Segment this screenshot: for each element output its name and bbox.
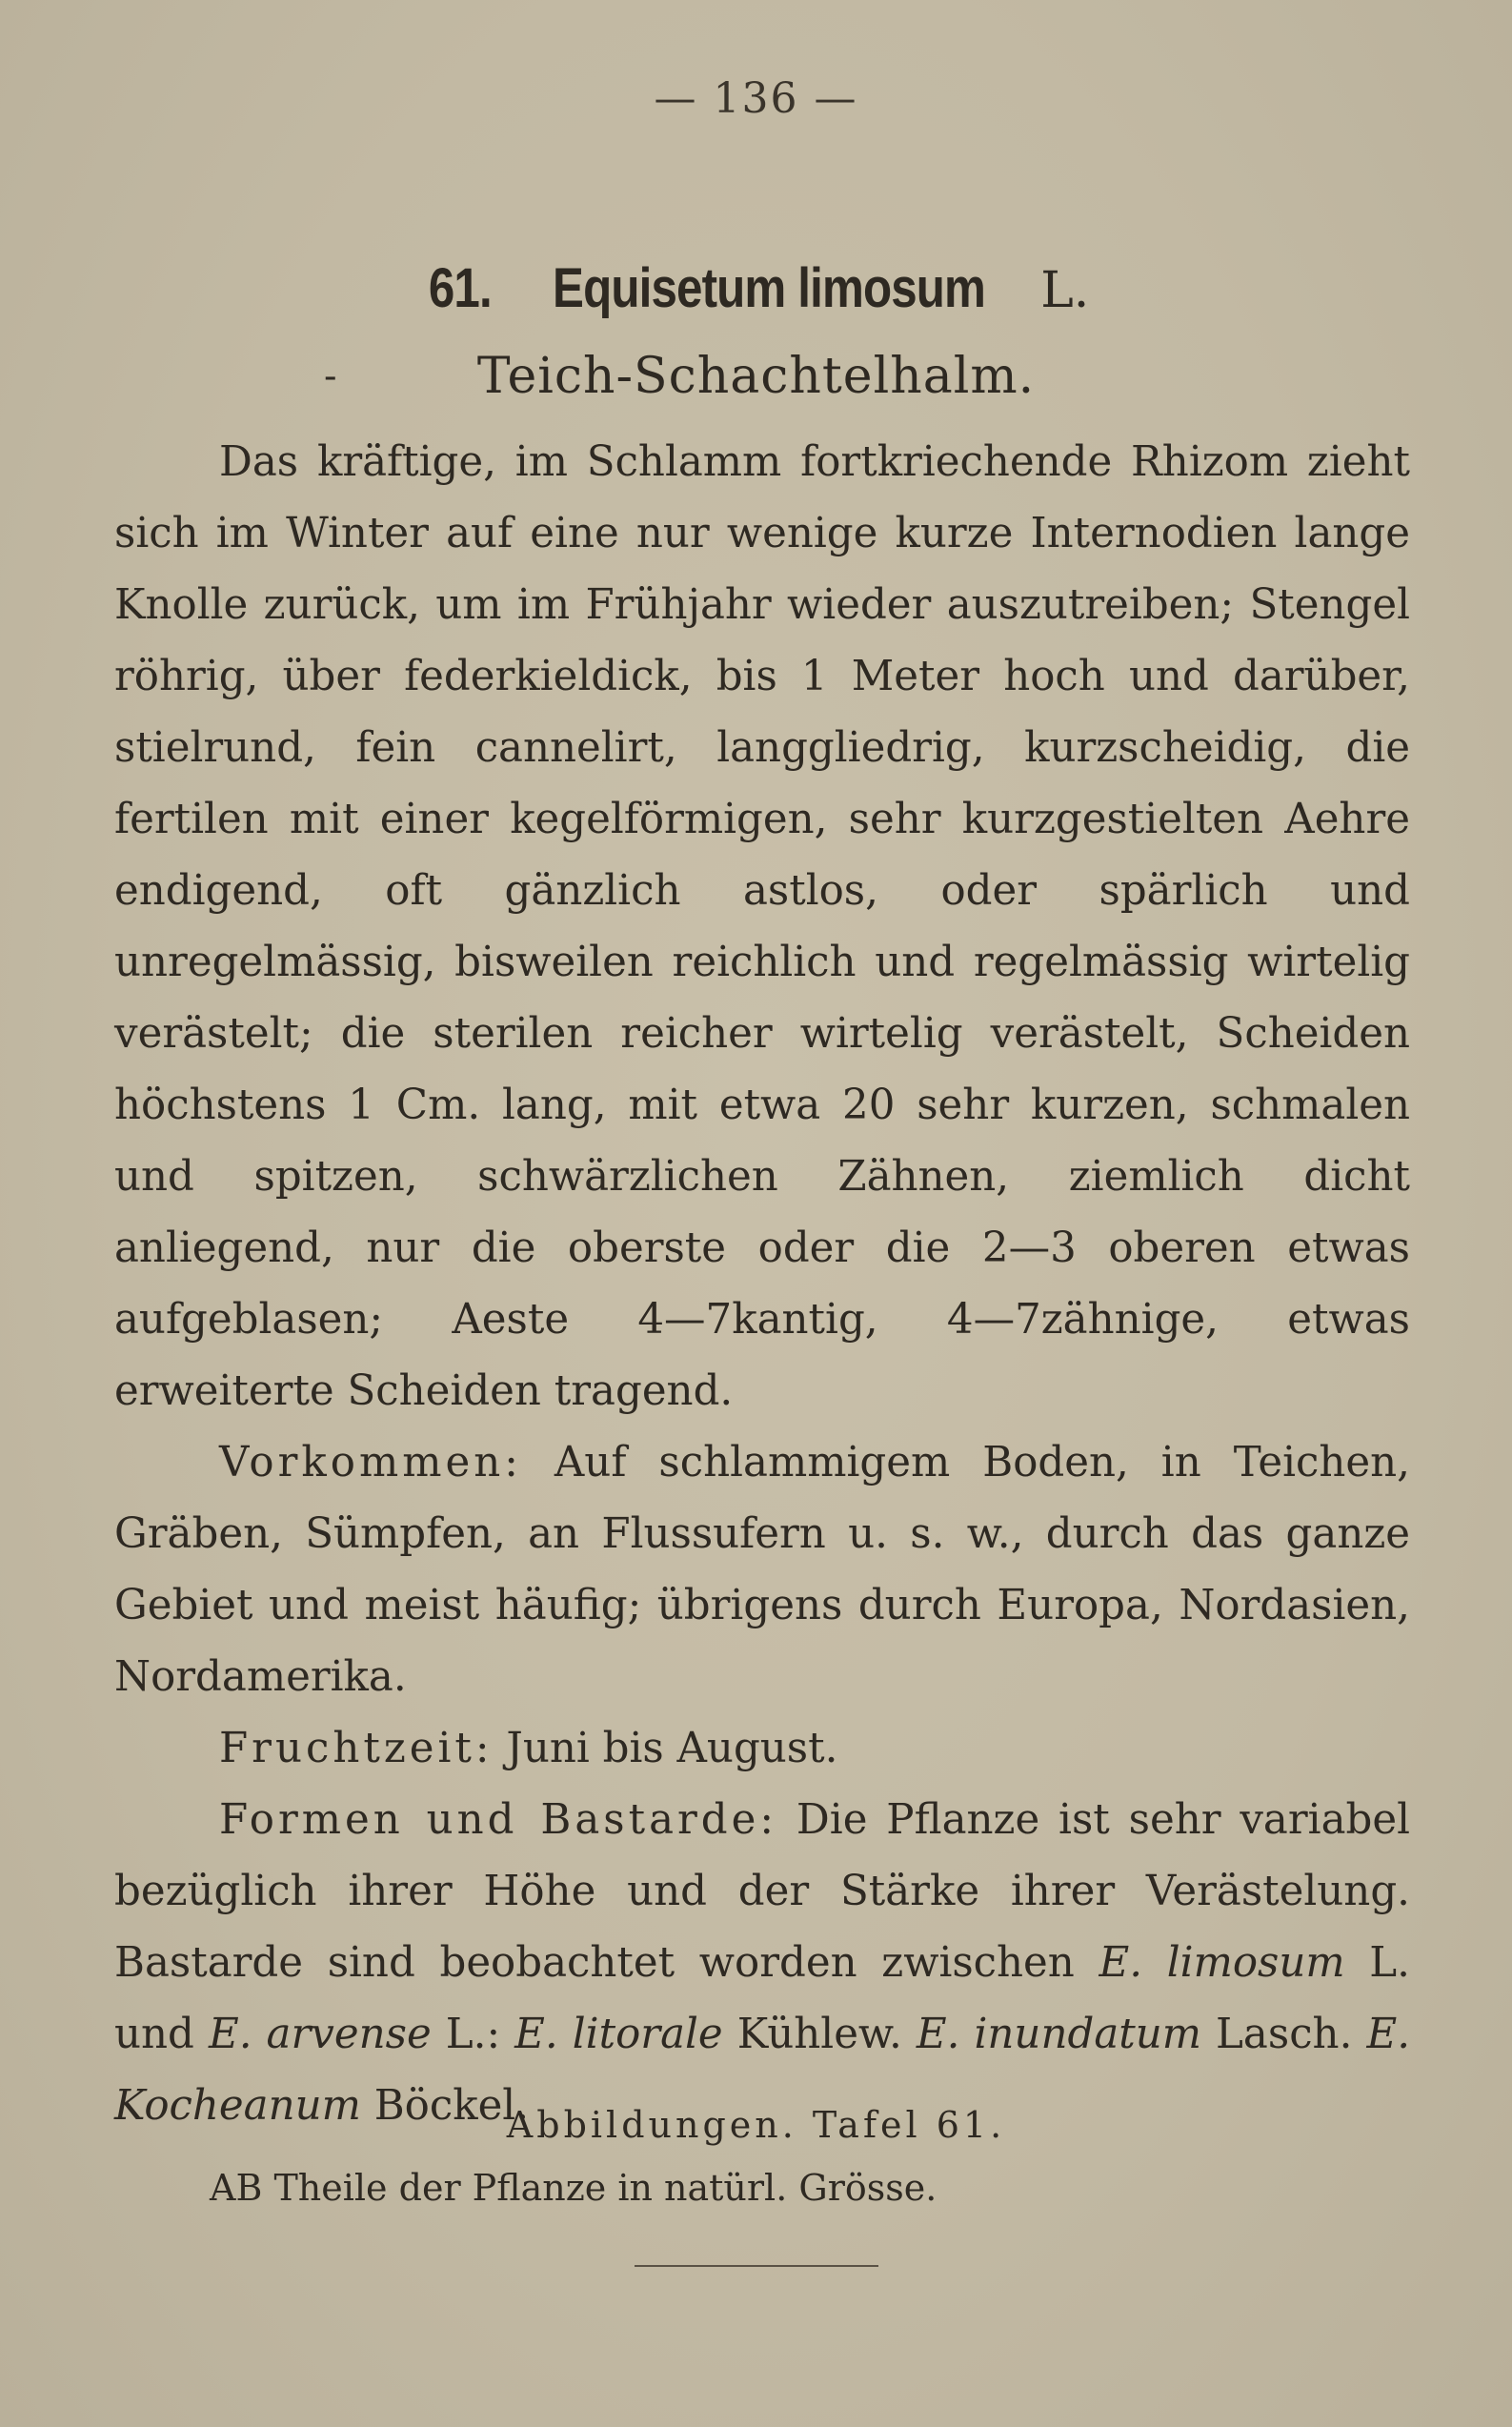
species-author: L. bbox=[1040, 262, 1090, 319]
occurrence-label: Vorkommen: bbox=[219, 1439, 522, 1487]
figures-title: Abbildungen. Tafel 61. bbox=[506, 2104, 1006, 2146]
hybrid-litorale: E. litorale bbox=[514, 2011, 723, 2058]
forms-text-1: Die Pflanze ist sehr variabel bezüglich ihrer Höhe und der Stärke ihrer Verästelung. Bastarde sind beobachtet worden zwischen bbox=[114, 1796, 1411, 1987]
fruiting-text: Juni bis August. bbox=[506, 1725, 838, 1772]
species-number: 61. bbox=[428, 257, 492, 319]
species-ref-arvense: E. arvense bbox=[208, 2011, 432, 2058]
fruiting-label: Fruchtzeit: bbox=[219, 1725, 494, 1772]
margin-mark: - bbox=[324, 354, 338, 398]
end-rule bbox=[635, 2265, 878, 2267]
occurrence-text: Auf schlammigem Boden, in Teichen, Gräben, Sümpfen, an Flussufern u. s. w., durch das ganze Gebiet und meist häufig; übrigens durch Europa, Nordasien, Nordamerika. bbox=[114, 1439, 1410, 1701]
common-name-text: Teich-Schachtelhalm. bbox=[476, 348, 1036, 405]
species-scientific-name: Equisetum limosum bbox=[552, 257, 985, 319]
occurrence-paragraph bbox=[114, 1427, 1410, 1713]
hybrid-litorale-author: Kühlew. bbox=[736, 2011, 902, 2058]
species-ref-limosum: E. limosum bbox=[1099, 1939, 1345, 1987]
figures-description: AB Theile der Pflanze in natürl. Grösse. bbox=[210, 2167, 937, 2209]
forms-text-3: L.: bbox=[445, 2011, 501, 2058]
forms-label: Formen und Bastarde: bbox=[219, 1796, 778, 1844]
forms-paragraph bbox=[114, 1785, 1410, 2142]
fruiting-paragraph bbox=[114, 1713, 1410, 1785]
hybrid-kocheanum-author: Böckel. bbox=[373, 2082, 530, 2130]
page-number: — 136 — bbox=[654, 74, 858, 123]
species-heading bbox=[0, 250, 1512, 329]
common-name bbox=[0, 338, 1512, 415]
body-text bbox=[114, 427, 1410, 2142]
hybrid-inundatum-author: Lasch. bbox=[1216, 2011, 1353, 2058]
hybrid-inundatum: E. inundatum bbox=[916, 2011, 1201, 2058]
hybrid-kocheanum: E. Kocheanum bbox=[114, 2011, 1411, 2130]
forms-text-2: L. und bbox=[114, 1939, 1411, 2058]
description-paragraph: Das kräftige, im Schlamm fortkriechende Rhizom zieht sich im Winter auf eine nur wenige kurze Internodien lange Knolle zurück, um im Frühjahr wieder auszutreiben; Stengel röhrig, über federkieldick, bis 1 Meter hoch und darüber, stielrund, fein cannelirt, langgliedrig, kurzscheidig, die fertilen mit einer kegelförmigen, sehr kurzgestielten Aehre endigend, oft gänzlich astlos, oder spärlich und unregelmässig, bisweilen reichlich und regelmässig wirtelig verästelt; die sterilen reicher wirtelig verästelt, Scheiden höchstens 1 Cm. lang, mit etwa 20 sehr kurzen, schmalen und spitzen, schwärzlichen Zähnen, ziemlich dicht anliegend, nur die oberste oder die 2—3 oberen etwas aufgeblasen; Aeste 4—7kantig, 4—7zähnige, etwas erweiterte Scheiden tragend. bbox=[114, 438, 1410, 1415]
